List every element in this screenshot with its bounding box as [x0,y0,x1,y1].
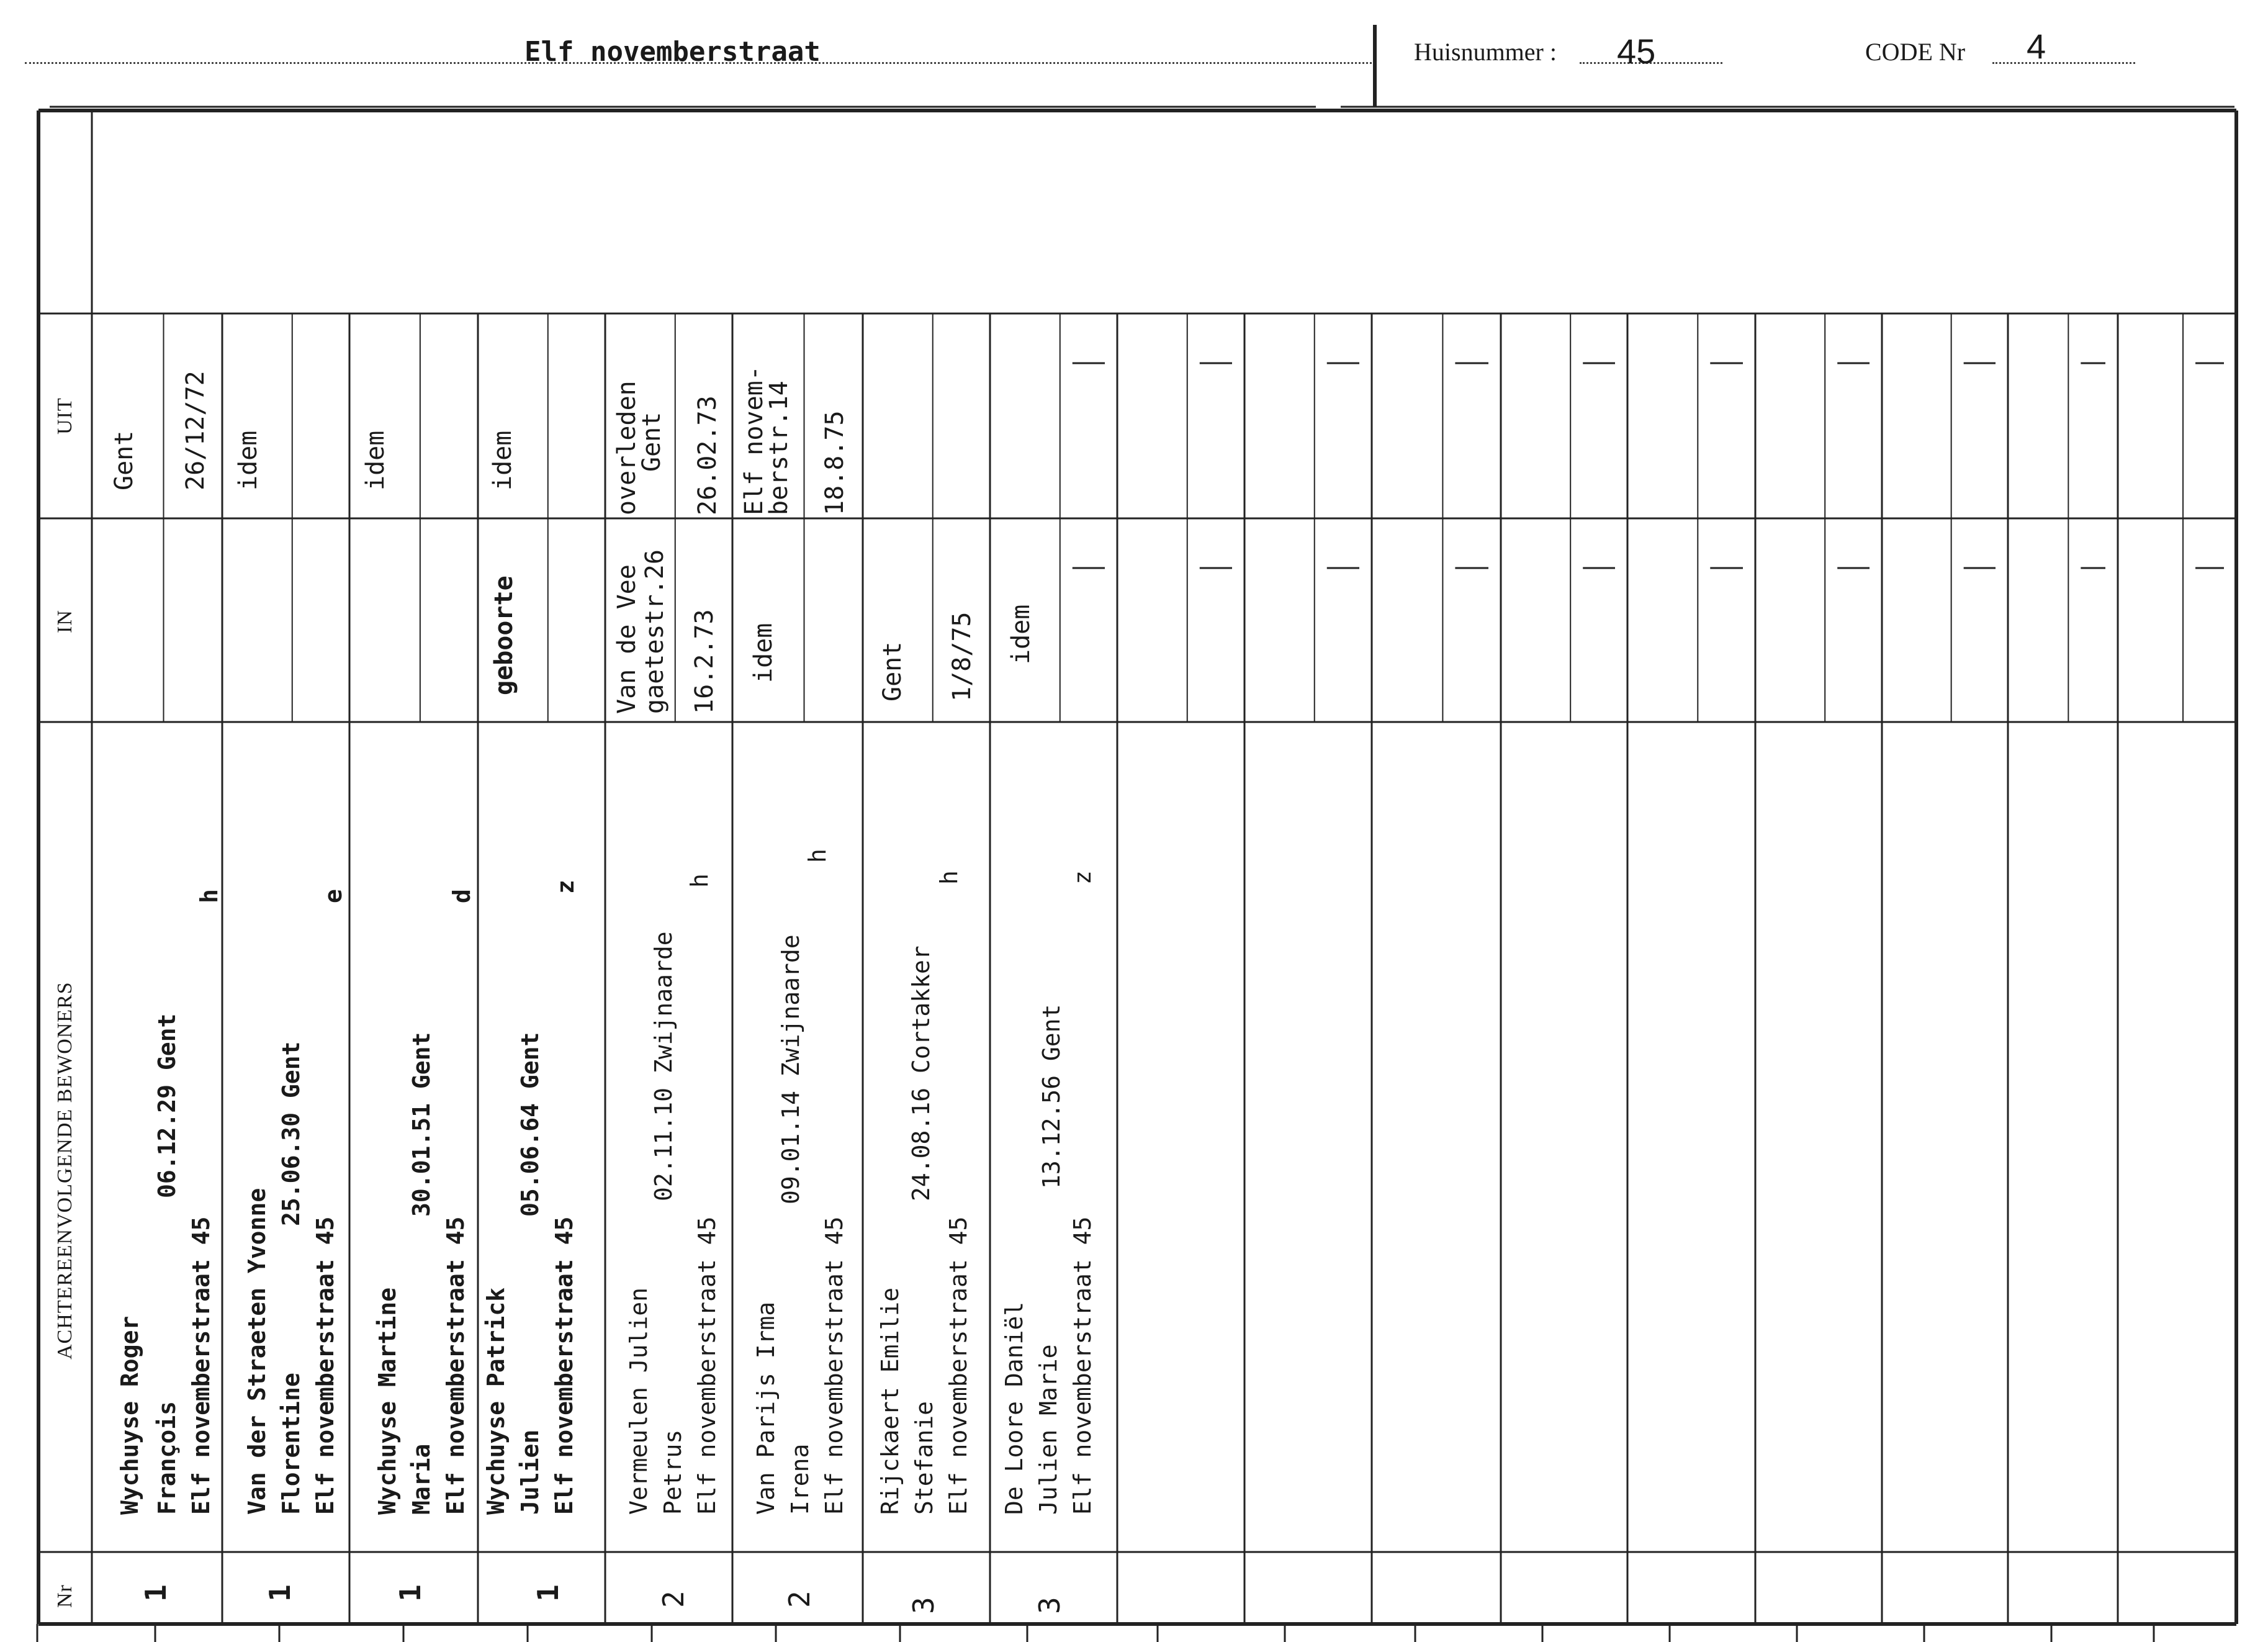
entry-nr: 1 [394,1584,427,1602]
in-place-line-1: Van de Vee [613,564,641,714]
uit-date: 18.8.75 [821,410,849,515]
resident-address: Elf novemberstraat 45 [945,1216,972,1515]
resident-role: e [320,889,347,903]
resident-role: h [686,873,713,888]
resident-role: z [1069,870,1096,885]
huisnummer-label: Huisnummer : [1414,38,1557,66]
code-underline [1992,62,2135,64]
row-label-bewoners: ACHTEREENVOLGENDE BEWONERS [53,981,76,1360]
uit-place: idem [488,430,517,490]
in-place: idem [1007,604,1035,664]
uit-place: Gent [110,430,138,490]
resident-address: Elf novemberstraat 45 [551,1216,578,1515]
resident-given-name: Julien Marie [1035,1344,1062,1515]
uit-place: idem [361,430,390,490]
uit-place-line-1: Elf novem- [740,366,768,515]
uit-date: 26/12/72 [181,371,210,490]
resident-name: Wychuyse Patrick [482,1287,510,1515]
resident-birth: 25.06.30 Gent [277,1041,305,1226]
resident-given-name: Petrus [659,1429,686,1515]
in-place-line-2: gaetestr.26 [641,549,669,714]
row-label-in: IN [53,610,76,633]
resident-birth: 09.01.14 Zwijnaarde [777,934,804,1204]
resident-given-name: Irena [786,1443,814,1515]
in-place: geboorte [490,575,518,695]
code-value: 4 [2027,27,2046,66]
resident-given-name: Maria [408,1443,435,1515]
resident-address: Elf novemberstraat 45 [821,1216,848,1515]
code-label: CODE Nr [1865,38,1966,66]
entry-nr: 2 [783,1590,816,1608]
resident-birth: 05.06.64 Gent [516,1032,544,1217]
entry-nr: 1 [263,1584,297,1602]
entry-nr: 1 [531,1584,565,1602]
resident-name: De Loore Daniël [1001,1301,1028,1515]
entry-nr: 1 [139,1584,173,1602]
uit-place: idem [234,430,263,490]
resident-role: d [448,889,475,903]
resident-address: Elf novemberstraat 45 [1069,1216,1096,1515]
entry-nr: 3 [907,1597,940,1614]
resident-birth: 30.01.51 Gent [408,1032,435,1217]
form-header [0,0,2268,112]
uit-date: 26.02.73 [693,395,722,515]
resident-name: Rijckaert Emilie [876,1287,904,1515]
in-place: Gent [878,641,907,701]
resident-given-name: François [153,1401,181,1515]
resident-given-name: Florentine [277,1373,305,1515]
resident-role: h [196,889,223,903]
resident-role: h [935,870,963,885]
resident-birth: 06.12.29 Gent [153,1013,181,1198]
entry-nr: 3 [1033,1597,1066,1614]
resident-given-name: Julien [516,1429,544,1515]
huisnummer-value: 45 [1617,32,1656,71]
resident-birth: 13.12.56 Gent [1038,1004,1065,1189]
uit-place-line-2: Gent [637,412,666,472]
resident-given-name: Stefanie [911,1401,938,1515]
uit-place-line-2: berstr.14 [765,381,793,515]
street-name: Elf novemberstraat [524,36,821,68]
resident-role: z [552,880,579,894]
resident-address: Elf novemberstraat 45 [187,1216,215,1515]
resident-address: Elf novemberstraat 45 [312,1216,339,1515]
in-date: 1/8/75 [948,611,976,701]
resident-address: Elf novemberstraat 45 [693,1216,721,1515]
row-label-uit: UIT [53,397,76,435]
resident-role: h [804,849,831,863]
resident-birth: 24.08.16 Cortakker [907,945,935,1201]
row-label-nr: Nr [53,1584,76,1608]
in-date: 16.2.73 [690,609,719,714]
resident-birth: 02.11.10 Zwijnaarde [650,931,677,1201]
resident-name: Vermeulen Julien [625,1287,652,1515]
resident-name: Wychuyse Roger [116,1315,143,1515]
resident-name: Van Parijs Irma [752,1301,780,1515]
resident-name: Van der Straeten Yvonne [243,1188,271,1515]
uit-place-line-1: overleden [613,381,641,515]
resident-address: Elf novemberstraat 45 [442,1216,469,1515]
resident-name: Wychuyse Martine [374,1287,401,1515]
in-place: idem [749,623,778,683]
entry-nr: 2 [657,1590,690,1608]
